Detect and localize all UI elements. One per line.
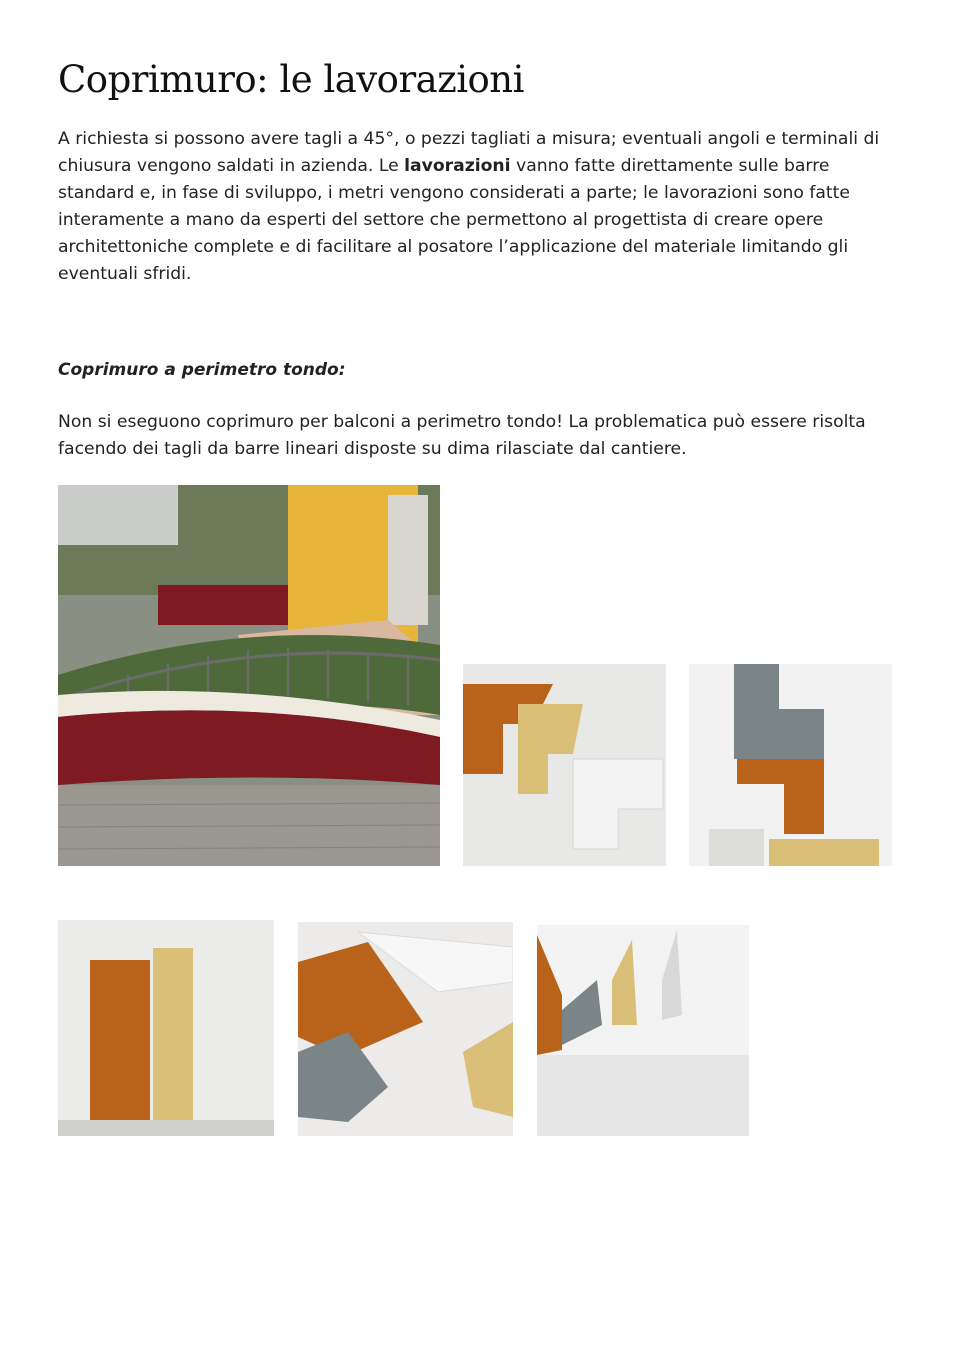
photo-vertical-bars [58,920,274,1136]
intro-paragraph [58,126,908,288]
photo-angled-cuts [537,925,749,1136]
page-title: Coprimuro: le lavorazioni [58,58,524,101]
section-heading: Coprimuro a perimetro tondo: [58,360,346,380]
photo-corner-pieces [463,664,666,866]
intro-bold-term: lavorazioni [404,156,511,176]
intro-text-1: A richiesta si possono avere tagli a 45°, o pezzi tagliati a misura; eventuali angoli e terminali di chiusura vengono saldati in azienda. Le [58,129,880,176]
photo-flat-pieces [298,922,513,1136]
intro-text-2: vanno fatte direttamente sulle barre standard e, in fase di sviluppo, i metri vengono considerati a parte; le lavorazioni sono fatte interamente a mano da esperti del settore che permettono al progettista di creare opere architettoniche complete e di facilitare al posatore l’applicazione del materiale limitando gli eventuali sfridi. [58,156,850,284]
photo-curved-wall [58,485,440,866]
section-paragraph: Non si eseguono coprimuro per balconi a perimetro tondo! La problematica può essere risolta facendo dei tagli da barre lineari disposte su dima rilasciate dal cantiere. [58,412,866,459]
photo-stacked-pieces [689,664,892,866]
